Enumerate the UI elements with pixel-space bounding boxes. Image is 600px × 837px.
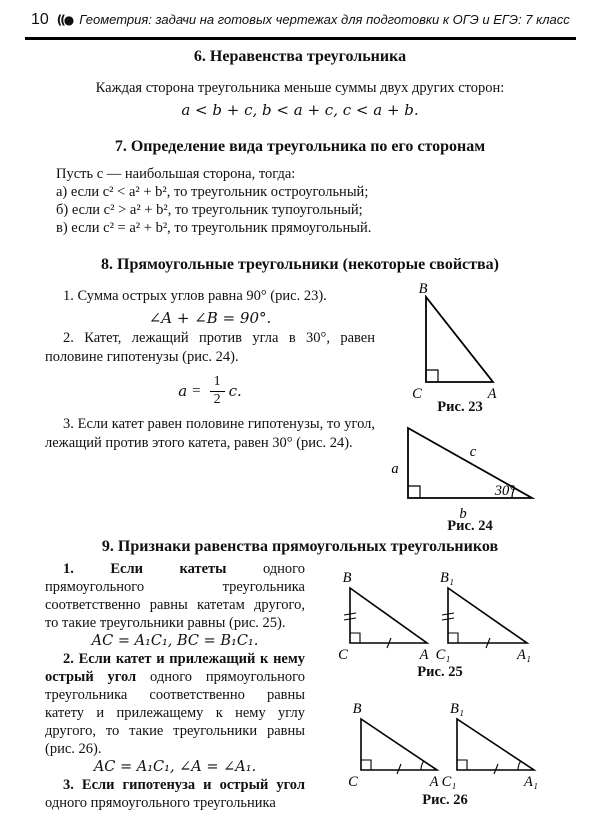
- formula2-lhs: a: [178, 381, 188, 400]
- section7-body: [56, 165, 561, 237]
- header-rule: [25, 37, 576, 40]
- vertex-label-C1: C₁: [435, 647, 451, 663]
- vertex-label-B: B: [342, 570, 352, 586]
- section9-item3: [45, 776, 305, 812]
- section7-intro: Пусть c — наибольшая сторона, тогда:: [56, 166, 296, 182]
- section7-heading: 7. Определение вида треугольника по его сторонам: [114, 138, 486, 155]
- right-angle-mark: [457, 760, 467, 770]
- section6-formula: a < b + c, b < a + c, c < a + b.: [181, 101, 419, 119]
- vertex-label-C: C: [412, 386, 422, 402]
- triangle-B1C1A1: [448, 588, 527, 643]
- section8-formula2: [45, 371, 375, 411]
- angle-label-30: 30°: [494, 483, 515, 499]
- vertex-label-C1: C₁: [441, 774, 457, 790]
- section9-item1-rest: одного прямоугольного треугольника соответственно равны катетам другого, то такие треугольники равны (рис. 25).: [45, 561, 305, 631]
- vertex-label-B1: B₁: [450, 703, 464, 717]
- right-angle-mark: [448, 633, 458, 643]
- section9-item3-lead: 3. Если гипотенуза и острый угол: [63, 777, 305, 793]
- section9-item2: [45, 650, 305, 758]
- figure-25-caption: Рис. 25: [417, 664, 463, 680]
- section9-item1-lead: 1. Если катеты: [63, 561, 227, 577]
- right-angle-mark: [361, 760, 371, 770]
- figure-24-caption: Рис. 24: [447, 518, 493, 534]
- section9-item3-rest: одного прямоугольного треугольника: [45, 795, 276, 811]
- section9-item2-rest: одного прямоугольного треугольника соответственно равны катету и прилежащему к нему углу другого, то такие треугольники равны (рис. 26).: [45, 669, 305, 757]
- side-label-b: b: [459, 506, 467, 522]
- figure-24-30deg-triangle: [385, 420, 555, 524]
- vertex-label-C: C: [348, 774, 358, 790]
- section9-text-column: [45, 560, 305, 812]
- section8-item2: 2. Катет, лежащий против угла в 30°, равен половине гипотенузы (рис. 24).: [45, 330, 375, 365]
- vertex-label-A1: A₁: [517, 647, 531, 663]
- figure-23-right-triangle: [395, 280, 525, 402]
- side-label-c: c: [469, 444, 477, 460]
- vertex-label-B: B: [352, 703, 362, 717]
- section8-formula1: ∠A + ∠B = 90°.: [148, 308, 272, 327]
- side-label-a: a: [391, 461, 399, 477]
- sound-bullet-icon: ((●: [56, 13, 73, 27]
- figure-26-caption: Рис. 26: [422, 792, 468, 808]
- section7-item-a: а) если c² < a² + b², то треугольник остроугольный;: [56, 184, 369, 200]
- formula2-rhs: c.: [228, 381, 242, 400]
- triangle-B1C1A1: [457, 719, 534, 770]
- single-tick-mark: [494, 764, 498, 774]
- section6-intro: Каждая сторона треугольника меньше суммы двух других сторон:: [95, 80, 505, 96]
- figure-26-congruent-triangles: [345, 703, 545, 791]
- triangle-BCA: [426, 297, 493, 382]
- section9-formula1: AC = A₁C₁, BC = B₁C₁.: [91, 633, 259, 649]
- running-head-title: Геометрия: задачи на готовых чертежах для подготовки к ОГЭ и ЕГЭ: 7 класс: [79, 12, 570, 27]
- vertex-label-A: A: [419, 647, 429, 663]
- fraction-denominator: 2: [213, 391, 221, 407]
- triangle-BCA: [350, 588, 427, 643]
- running-head: [31, 11, 574, 29]
- section8-text-column: [45, 287, 375, 452]
- section8-item3: 3. Если катет равен половине гипотенузы, то угол, лежащий против этого катета, равен 30° (рис. 24).: [45, 416, 375, 451]
- right-angle-mark: [426, 370, 438, 382]
- figure-23-caption: Рис. 23: [437, 399, 483, 415]
- section8-item1: 1. Сумма острых углов равна 90° (рис. 23).: [63, 288, 327, 304]
- fraction-numerator: 1: [210, 375, 225, 392]
- right-angle-mark: [350, 633, 360, 643]
- vertex-label-C: C: [338, 647, 348, 663]
- vertex-label-A1: A₁: [524, 774, 538, 790]
- section9-heading: 9. Признаки равенства прямоугольных треугольников: [101, 538, 499, 555]
- page-number: 10: [31, 11, 49, 28]
- vertex-label-B1: B₁: [440, 570, 454, 586]
- figure-25-congruent-triangles: [335, 570, 545, 663]
- vertex-label-A: A: [487, 386, 497, 402]
- angle-arc-A1: [518, 761, 521, 770]
- angle-arc-A: [421, 761, 424, 770]
- section9-item2-lead: 2. Если катет и прилежащий к нему острый угол: [45, 651, 305, 685]
- section7-item-c: в) если c² = a² + b², то треугольник прямоугольный.: [56, 220, 372, 236]
- triangle-BCA: [361, 719, 437, 770]
- formula2-equals: =: [192, 382, 201, 399]
- section9-item1: [45, 560, 305, 632]
- section9-formula2: AC = A₁C₁, ∠A = ∠A₁.: [93, 759, 257, 775]
- vertex-label-B: B: [418, 281, 428, 297]
- section7-item-b: б) если c² > a² + b², то треугольник тупоугольный;: [56, 202, 363, 218]
- vertex-label-A: A: [429, 774, 439, 790]
- section8-heading: 8. Прямоугольные треугольники (некоторые свойства): [101, 256, 499, 273]
- right-angle-mark: [408, 486, 420, 498]
- section6-heading: 6. Неравенства треугольника: [193, 48, 407, 65]
- fraction-one-half: [210, 375, 225, 407]
- single-tick-mark: [397, 764, 401, 774]
